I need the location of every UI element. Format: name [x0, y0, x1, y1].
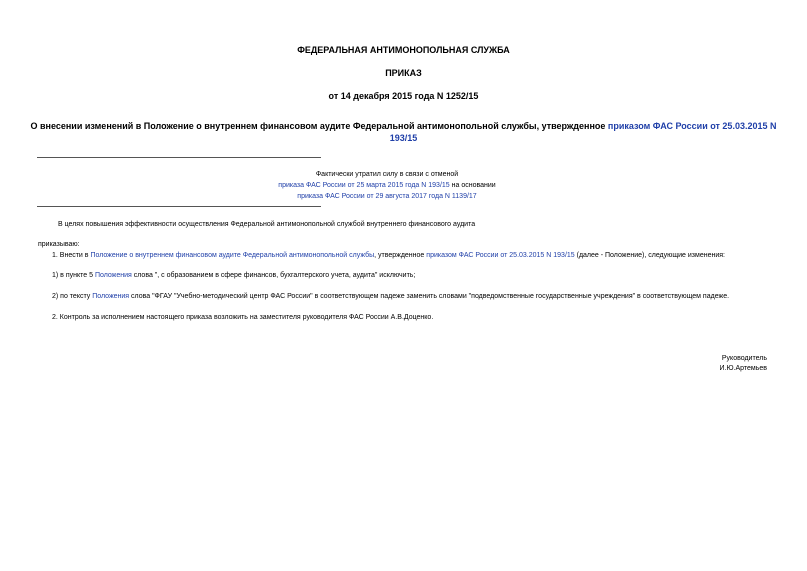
- item-1: [52, 251, 725, 261]
- status-link-1[interactable]: приказа ФАС России от 25 марта 2015 года N 193/15: [278, 182, 450, 189]
- signature-position: Руководитель: [721, 355, 767, 362]
- status-line-3: [37, 191, 737, 202]
- sub-item-2-text-a: 2) по тексту: [52, 293, 93, 300]
- item-1-text-a: 1. Внести в: [52, 252, 91, 259]
- status-note: [37, 169, 737, 202]
- sub-item-1-text-a: 1) в пункте 5: [52, 272, 95, 279]
- document-type: ПРИКАЗ: [385, 68, 422, 78]
- sub-item-1: [52, 271, 415, 281]
- signature-block: [720, 354, 768, 374]
- status-line-2-rest: на основании: [449, 182, 496, 189]
- sub-item-2: [52, 292, 729, 302]
- document-date-number: от 14 декабря 2015 года N 1252/15: [328, 91, 479, 101]
- sub-item-1-text-b: слова ", с образованием в сфере финансов, бухгалтерского учета, аудита" исключить;: [131, 272, 416, 279]
- signature-name: И.Ю.Артемьев: [719, 365, 767, 372]
- status-line-2: [37, 180, 737, 191]
- status-link-2[interactable]: приказа ФАС России от 29 августа 2017 года N 1139/17: [297, 193, 477, 200]
- divider-top: [37, 157, 321, 158]
- sub-item-2-text-b: слова "ФГАУ "Учебно-методический центр ФАС России" в соответствующем падеже заменить словами "подведомственные государственные учреждения" в соответствующем падеже.: [129, 293, 730, 300]
- title-text: О внесении изменений в Положение о внутреннем финансовом аудите Федеральной антимонопольной службы, утвержденное: [30, 121, 608, 131]
- status-line-1: Фактически утратил силу в связи с отменой: [315, 171, 459, 178]
- divider-bottom: [37, 206, 321, 207]
- item-1-link-regulation[interactable]: Положение о внутреннем финансовом аудите Федеральной антимонопольной службы: [90, 252, 375, 259]
- sub-item-1-link[interactable]: Положения: [94, 272, 132, 279]
- item-1-text-b: , утвержденное: [374, 252, 427, 259]
- agency-name: ФЕДЕРАЛЬНАЯ АНТИМОНОПОЛЬНАЯ СЛУЖБА: [297, 45, 510, 55]
- document-title: [30, 120, 777, 144]
- order-word: приказываю:: [38, 241, 80, 248]
- sub-item-2-link[interactable]: Положения: [92, 293, 130, 300]
- item-2: 2. Контроль за исполнением настоящего приказа возложить на заместителя руководителя ФАС России А.В.Доценко.: [52, 314, 434, 321]
- title-link[interactable]: приказом ФАС России от 25.03.2015 N 193/15: [389, 121, 777, 143]
- item-1-text-c: (далее - Положение), следующие изменения:: [574, 252, 725, 259]
- item-1-link-order[interactable]: приказом ФАС России от 25.03.2015 N 193/15: [426, 252, 575, 259]
- intro-paragraph: В целях повышения эффективности осуществления Федеральной антимонопольной службой внутреннего финансового аудита: [58, 221, 476, 228]
